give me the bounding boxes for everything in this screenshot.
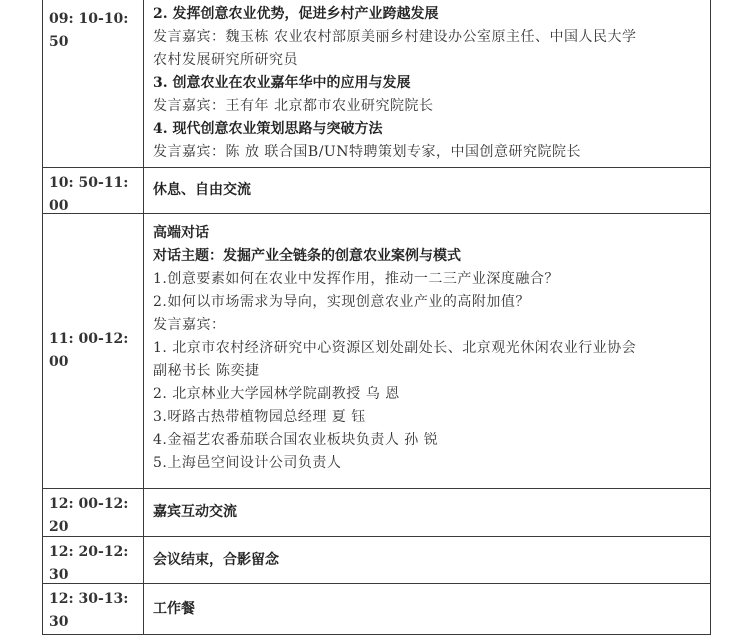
agenda-line: 嘉宾互动交流 xyxy=(153,504,237,520)
agenda-line: 会议结束，合影留念 xyxy=(153,551,279,568)
time-cell xyxy=(43,537,144,583)
content-cell xyxy=(144,489,710,536)
agenda-line: 2. 北京林业大学园林学院副教授 乌 恩 xyxy=(153,386,400,402)
agenda-line: 2. 发挥创意农业优势，促进乡村产业跨越发展 xyxy=(153,6,439,22)
agenda-line: 发言嘉宾：陈 放 联合国B/UN特聘策划专家，中国创意研究院院长 xyxy=(153,144,581,160)
time-text: 12: 30-13: 30 xyxy=(49,591,129,630)
time-text: 12: 20-12: 30 xyxy=(49,544,129,583)
time-text: 11: 00-12: 00 xyxy=(49,331,129,370)
content-cell xyxy=(144,168,710,213)
agenda-line: 发言嘉宾： xyxy=(153,317,226,333)
agenda-line: 4.金福艺农番茄联合国农业板块负责人 孙 锐 xyxy=(153,432,439,448)
agenda-line: 4. 现代创意农业策划思路与突破方法 xyxy=(153,121,383,137)
schedule-table xyxy=(42,0,711,635)
table-row xyxy=(43,0,710,167)
content-cell xyxy=(144,214,710,488)
agenda-line: 1.创意要素如何在农业中发挥作用，推动一二三产业深度融合？ xyxy=(153,271,559,287)
agenda-line: 发言嘉宾：王有年 北京都市农业研究院院长 xyxy=(153,98,434,114)
table-row xyxy=(43,488,710,536)
content-cell xyxy=(144,584,710,634)
time-cell xyxy=(43,0,144,167)
agenda-line: 副秘书长 陈奕捷 xyxy=(153,363,260,379)
time-text: 09: 10-10: 50 xyxy=(49,11,129,50)
table-row xyxy=(43,536,710,583)
agenda-line: 对话主题：发掘产业全链条的创意农业案例与模式 xyxy=(153,248,461,264)
agenda-line: 2.如何以市场需求为导向，实现创意农业产业的高附加值？ xyxy=(153,294,530,310)
agenda-line: 高端对话 xyxy=(153,225,209,241)
agenda-line: 农村发展研究所研究员 xyxy=(153,52,298,68)
agenda-line: 发言嘉宾：魏玉栋 农业农村部原美丽乡村建设办公室原主任、中国人民大学 xyxy=(153,29,637,45)
agenda-line: 3. 创意农业在农业嘉年华中的应用与发展 xyxy=(153,75,411,91)
table-row xyxy=(43,583,710,634)
content-cell xyxy=(144,0,710,167)
time-cell xyxy=(43,584,144,634)
time-cell xyxy=(43,214,144,488)
time-text: 10: 50-11: 00 xyxy=(49,175,129,214)
table-row xyxy=(43,167,710,213)
agenda-line: 1. 北京市农村经济研究中心资源区划处副处长、北京观光休闲农业行业协会 xyxy=(153,340,637,356)
time-cell xyxy=(43,168,144,213)
time-cell xyxy=(43,489,144,536)
agenda-line: 3.呀路古热带植物园总经理 夏 钰 xyxy=(153,409,366,425)
content-cell xyxy=(144,537,710,583)
time-text: 12: 00-12: 20 xyxy=(49,496,129,535)
agenda-line: 休息、自由交流 xyxy=(153,182,251,198)
agenda-line: 工作餐 xyxy=(153,600,195,617)
table-row xyxy=(43,213,710,488)
agenda-line: 5.上海邑空间设计公司负责人 xyxy=(153,455,342,471)
